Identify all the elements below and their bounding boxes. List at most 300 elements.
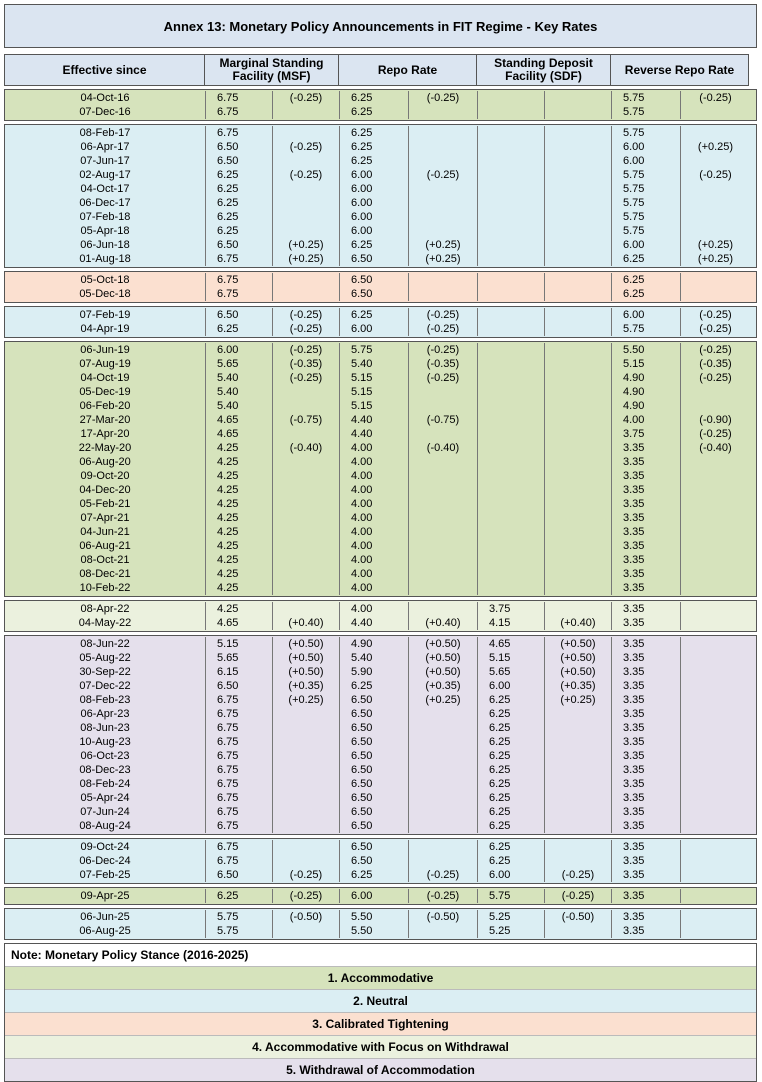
sdf-rate-cell: 3.75 <box>489 603 511 615</box>
msf-rate-cell: 4.25 <box>217 540 239 552</box>
msf-change-cell <box>273 819 339 833</box>
msf-rate-cell: 4.65 <box>217 617 239 629</box>
msf-rate-cell: 4.25 <box>217 554 239 566</box>
reverse-repo-rate-cell: 3.35 <box>623 470 645 482</box>
effective-date-cell: 08-Feb-17 <box>79 127 131 139</box>
sdf-rate-cell <box>489 483 544 497</box>
sdf-rate-cell: 5.65 <box>489 666 511 678</box>
reverse-repo-rate-cell: 4.90 <box>623 372 645 384</box>
repo-rate-cell: 4.90 <box>351 638 373 650</box>
effective-date-column <box>5 126 206 266</box>
reverse-repo-rate-cell: 3.35 <box>623 708 645 720</box>
repo-change-column <box>409 91 478 119</box>
msf-change-cell <box>273 469 339 483</box>
sdf-change-cell <box>545 287 611 301</box>
reverse-repo-change-cell <box>681 273 750 287</box>
repo-change-cell: (-0.25) <box>426 372 460 384</box>
reverse-repo-rate-cell: 6.25 <box>623 253 645 265</box>
reverse-repo-rate-cell: 3.35 <box>623 680 645 692</box>
reverse-repo-change-cell <box>681 399 750 413</box>
reverse-repo-rate-cell: 3.35 <box>623 498 645 510</box>
effective-date-cell: 17-Apr-20 <box>80 428 130 440</box>
repo-change-cell <box>409 210 477 224</box>
repo-rate-cell: 5.90 <box>351 666 373 678</box>
rates-table <box>4 4 757 1082</box>
sdf-rate-cell: 6.00 <box>489 680 511 692</box>
reverse-repo-change-cell <box>681 210 750 224</box>
reverse-repo-change-cell <box>681 637 750 651</box>
reverse-repo-change-column <box>681 308 750 336</box>
reverse-repo-change-cell <box>681 777 750 791</box>
repo-change-column <box>409 602 478 630</box>
repo-change-cell: (-0.25) <box>426 869 460 881</box>
sdf-change-cell <box>545 441 611 455</box>
reverse-repo-rate-cell: 5.50 <box>623 344 645 356</box>
repo-rate-cell: 4.00 <box>351 498 373 510</box>
reverse-repo-change-cell: (-0.90) <box>699 414 732 426</box>
repo-rate-column <box>340 840 409 882</box>
repo-change-cell <box>409 840 477 854</box>
sdf-change-cell <box>545 427 611 441</box>
msf-change-cell <box>273 525 339 539</box>
repo-rate-cell: 5.15 <box>351 386 373 398</box>
effective-date-column <box>5 840 206 882</box>
effective-date-cell: 09-Apr-25 <box>80 890 130 902</box>
msf-rate-column <box>206 343 273 595</box>
msf-change-column <box>273 889 340 903</box>
stance-group <box>4 341 757 597</box>
sdf-change-cell: (-0.25) <box>561 869 595 881</box>
repo-rate-cell: 6.50 <box>351 288 373 300</box>
reverse-repo-change-cell <box>681 525 750 539</box>
sdf-change-cell <box>545 308 611 322</box>
sdf-rate-cell: 4.15 <box>489 617 511 629</box>
repo-rate-cell: 6.25 <box>351 869 373 881</box>
msf-change-cell: (-0.25) <box>289 141 323 153</box>
effective-date-cell: 22-May-20 <box>78 442 132 454</box>
repo-rate-cell: 6.50 <box>351 708 373 720</box>
sdf-change-cell <box>545 840 611 854</box>
effective-date-cell: 08-Dec-21 <box>79 568 131 580</box>
sdf-rate-cell <box>489 399 544 413</box>
msf-rate-column <box>206 602 273 630</box>
reverse-repo-rate-column <box>612 637 681 833</box>
repo-change-cell <box>409 819 477 833</box>
msf-rate-cell: 6.50 <box>217 309 239 321</box>
sdf-rate-column <box>478 343 545 595</box>
sdf-change-cell <box>545 210 611 224</box>
effective-date-cell: 07-Feb-18 <box>79 211 131 223</box>
msf-rate-cell: 4.25 <box>217 470 239 482</box>
repo-rate-cell: 6.00 <box>351 197 373 209</box>
reverse-repo-change-cell: (-0.25) <box>699 309 732 321</box>
sdf-rate-cell <box>489 357 544 371</box>
msf-rate-cell: 5.65 <box>217 652 239 664</box>
msf-change-cell <box>273 805 339 819</box>
sdf-rate-cell <box>489 273 544 287</box>
reverse-repo-change-cell <box>681 224 750 238</box>
msf-rate-cell: 4.25 <box>217 498 239 510</box>
effective-date-cell: 05-Apr-18 <box>80 225 130 237</box>
effective-date-cell: 08-Oct-21 <box>80 554 130 566</box>
repo-change-cell: (-0.25) <box>426 344 460 356</box>
reverse-repo-change-cell <box>681 665 750 679</box>
msf-change-cell: (-0.25) <box>289 372 323 384</box>
sdf-rate-column <box>478 637 545 833</box>
msf-rate-cell: 6.25 <box>217 169 239 181</box>
msf-change-cell <box>273 707 339 721</box>
effective-date-cell: 07-Dec-22 <box>79 680 131 692</box>
sdf-rate-cell <box>489 182 544 196</box>
reverse-repo-rate-cell: 6.25 <box>623 288 645 300</box>
repo-rate-cell: 6.25 <box>351 680 373 692</box>
reverse-repo-change-cell <box>681 910 750 924</box>
msf-change-cell <box>273 721 339 735</box>
repo-rate-cell: 6.50 <box>351 274 373 286</box>
msf-change-column <box>273 273 340 301</box>
msf-change-cell: (+0.50) <box>288 652 324 664</box>
sdf-change-cell <box>545 777 611 791</box>
sdf-rate-cell: 6.25 <box>489 820 511 832</box>
msf-rate-cell: 6.25 <box>217 225 239 237</box>
sdf-rate-cell: 5.75 <box>489 890 511 902</box>
sdf-rate-cell <box>489 343 544 357</box>
repo-change-column <box>409 840 478 882</box>
repo-rate-cell: 5.75 <box>351 344 373 356</box>
msf-rate-cell: 6.50 <box>217 680 239 692</box>
reverse-repo-rate-cell: 3.35 <box>623 617 645 629</box>
msf-change-cell <box>273 287 339 301</box>
msf-change-cell: (+0.50) <box>288 638 324 650</box>
msf-change-cell <box>273 224 339 238</box>
msf-change-cell <box>273 924 339 938</box>
effective-date-cell: 06-Jun-25 <box>80 911 130 923</box>
repo-rate-cell: 5.15 <box>351 400 373 412</box>
reverse-repo-rate-cell: 3.35 <box>623 890 645 902</box>
sdf-change-cell <box>545 91 611 105</box>
msf-rate-cell: 6.25 <box>217 890 239 902</box>
repo-rate-cell: 6.50 <box>351 778 373 790</box>
msf-change-cell <box>273 399 339 413</box>
msf-rate-cell: 6.25 <box>217 323 239 335</box>
reverse-repo-rate-cell: 3.35 <box>623 554 645 566</box>
msf-change-cell: (-0.25) <box>289 92 323 104</box>
msf-change-cell: (+0.35) <box>288 680 324 692</box>
table-body <box>4 89 757 940</box>
reverse-repo-rate-cell: 3.35 <box>623 582 645 594</box>
repo-change-cell <box>409 805 477 819</box>
repo-change-cell: (-0.75) <box>426 414 460 426</box>
sdf-rate-cell: 6.25 <box>489 694 511 706</box>
effective-date-cell: 30-Sep-22 <box>79 666 131 678</box>
repo-rate-cell: 6.50 <box>351 750 373 762</box>
reverse-repo-change-cell: (-0.35) <box>699 358 732 370</box>
sdf-rate-cell: 5.25 <box>489 911 511 923</box>
msf-change-column <box>273 91 340 119</box>
msf-rate-cell: 5.40 <box>217 372 239 384</box>
repo-change-cell: (+0.50) <box>425 652 461 664</box>
sdf-change-cell <box>545 567 611 581</box>
repo-rate-cell: 6.25 <box>351 155 373 167</box>
reverse-repo-change-column <box>681 637 750 833</box>
sdf-rate-cell <box>489 567 544 581</box>
reverse-repo-change-cell: (-0.25) <box>699 323 732 335</box>
sdf-rate-cell: 6.25 <box>489 764 511 776</box>
sdf-change-cell <box>545 525 611 539</box>
sdf-change-cell <box>545 924 611 938</box>
msf-rate-cell: 4.25 <box>217 526 239 538</box>
sdf-change-cell <box>545 238 611 252</box>
repo-change-cell <box>409 721 477 735</box>
reverse-repo-change-cell <box>681 602 750 616</box>
sdf-rate-cell: 6.25 <box>489 806 511 818</box>
header-sdf: Standing Deposit Facility (SDF) <box>477 54 611 86</box>
msf-change-cell <box>273 539 339 553</box>
sdf-change-cell <box>545 455 611 469</box>
effective-date-column <box>5 889 206 903</box>
effective-date-cell: 06-Aug-25 <box>79 925 131 937</box>
effective-date-cell: 05-Feb-21 <box>79 498 131 510</box>
reverse-repo-rate-cell: 6.00 <box>623 309 645 321</box>
reverse-repo-change-column <box>681 910 750 938</box>
reverse-repo-change-cell: (-0.25) <box>699 344 732 356</box>
msf-change-cell: (-0.75) <box>289 414 323 426</box>
repo-rate-cell: 6.50 <box>351 806 373 818</box>
effective-date-cell: 05-Apr-24 <box>80 792 130 804</box>
reverse-repo-change-cell <box>681 182 750 196</box>
repo-change-cell <box>409 707 477 721</box>
repo-change-cell <box>409 735 477 749</box>
reverse-repo-change-column <box>681 91 750 119</box>
reverse-repo-rate-cell: 3.35 <box>623 568 645 580</box>
sdf-change-cell <box>545 581 611 595</box>
repo-rate-cell: 6.25 <box>351 309 373 321</box>
msf-rate-cell: 6.75 <box>217 855 239 867</box>
msf-change-column <box>273 126 340 266</box>
reverse-repo-rate-column <box>612 273 681 301</box>
msf-change-cell <box>273 105 339 119</box>
reverse-repo-change-cell <box>681 455 750 469</box>
reverse-repo-rate-cell: 3.35 <box>623 526 645 538</box>
msf-rate-cell: 6.50 <box>217 141 239 153</box>
msf-rate-cell: 4.25 <box>217 568 239 580</box>
msf-rate-column <box>206 637 273 833</box>
effective-date-cell: 07-Aug-19 <box>79 358 131 370</box>
reverse-repo-change-cell <box>681 840 750 854</box>
sdf-change-cell <box>545 469 611 483</box>
stance-group <box>4 887 757 905</box>
reverse-repo-change-cell <box>681 651 750 665</box>
reverse-repo-rate-cell: 6.00 <box>623 239 645 251</box>
sdf-rate-cell <box>489 287 544 301</box>
msf-rate-cell: 5.15 <box>217 638 239 650</box>
legend-item: 3. Calibrated Tightening <box>5 1012 756 1035</box>
sdf-change-cell <box>545 805 611 819</box>
sdf-change-column <box>545 91 612 119</box>
reverse-repo-rate-cell: 3.35 <box>623 694 645 706</box>
sdf-rate-cell: 6.25 <box>489 736 511 748</box>
repo-rate-cell: 6.50 <box>351 792 373 804</box>
repo-change-cell: (-0.50) <box>426 911 460 923</box>
reverse-repo-rate-cell: 5.75 <box>623 183 645 195</box>
repo-change-cell <box>409 791 477 805</box>
repo-change-cell <box>409 126 477 140</box>
msf-rate-column <box>206 840 273 882</box>
sdf-rate-cell <box>489 413 544 427</box>
reverse-repo-rate-cell: 3.35 <box>623 855 645 867</box>
reverse-repo-change-cell <box>681 693 750 707</box>
effective-date-cell: 06-Jun-19 <box>80 344 130 356</box>
reverse-repo-change-column <box>681 889 750 903</box>
reverse-repo-change-cell <box>681 749 750 763</box>
effective-date-cell: 02-Aug-17 <box>79 169 131 181</box>
msf-rate-cell: 6.75 <box>217 792 239 804</box>
reverse-repo-change-cell <box>681 735 750 749</box>
sdf-rate-column <box>478 602 545 630</box>
repo-change-column <box>409 343 478 595</box>
sdf-rate-cell <box>489 168 544 182</box>
reverse-repo-rate-cell: 3.35 <box>623 925 645 937</box>
sdf-rate-cell <box>489 105 544 119</box>
reverse-repo-change-cell <box>681 763 750 777</box>
reverse-repo-rate-cell: 3.35 <box>623 911 645 923</box>
effective-date-cell: 07-Feb-25 <box>79 869 131 881</box>
repo-change-cell: (-0.35) <box>426 358 460 370</box>
reverse-repo-rate-cell: 3.35 <box>623 442 645 454</box>
msf-rate-cell: 6.25 <box>217 211 239 223</box>
repo-rate-cell: 5.40 <box>351 652 373 664</box>
sdf-change-cell <box>545 322 611 336</box>
repo-rate-cell: 6.00 <box>351 211 373 223</box>
sdf-rate-column <box>478 273 545 301</box>
msf-rate-cell: 6.25 <box>217 183 239 195</box>
reverse-repo-change-cell <box>681 581 750 595</box>
header-reverse-repo: Reverse Repo Rate <box>611 54 749 86</box>
msf-rate-cell: 6.15 <box>217 666 239 678</box>
repo-change-column <box>409 637 478 833</box>
reverse-repo-change-column <box>681 343 750 595</box>
sdf-rate-cell <box>489 497 544 511</box>
repo-change-column <box>409 308 478 336</box>
reverse-repo-change-cell <box>681 196 750 210</box>
sdf-rate-cell: 6.25 <box>489 708 511 720</box>
sdf-rate-column <box>478 840 545 882</box>
repo-rate-cell: 4.00 <box>351 554 373 566</box>
sdf-rate-cell <box>489 140 544 154</box>
msf-change-column <box>273 840 340 882</box>
reverse-repo-rate-cell: 4.90 <box>623 386 645 398</box>
sdf-rate-cell <box>489 154 544 168</box>
effective-date-cell: 06-Aug-20 <box>79 456 131 468</box>
sdf-rate-cell <box>489 308 544 322</box>
reverse-repo-change-cell: (-0.40) <box>699 442 732 454</box>
reverse-repo-rate-cell: 4.90 <box>623 400 645 412</box>
reverse-repo-rate-cell: 3.35 <box>623 841 645 853</box>
stance-note <box>4 943 757 1082</box>
reverse-repo-change-cell <box>681 539 750 553</box>
msf-change-column <box>273 637 340 833</box>
msf-change-cell <box>273 553 339 567</box>
msf-change-cell: (-0.25) <box>289 323 323 335</box>
msf-rate-column <box>206 889 273 903</box>
reverse-repo-change-cell: (-0.25) <box>699 372 732 384</box>
reverse-repo-rate-cell: 3.35 <box>623 512 645 524</box>
reverse-repo-change-cell <box>681 567 750 581</box>
repo-change-cell <box>409 154 477 168</box>
repo-rate-cell: 6.50 <box>351 736 373 748</box>
reverse-repo-rate-cell: 5.75 <box>623 197 645 209</box>
msf-rate-cell: 6.50 <box>217 869 239 881</box>
sdf-rate-cell <box>489 238 544 252</box>
sdf-change-cell <box>545 371 611 385</box>
repo-change-cell: (-0.40) <box>426 442 460 454</box>
repo-change-column <box>409 273 478 301</box>
reverse-repo-rate-column <box>612 343 681 595</box>
repo-rate-cell: 6.50 <box>351 820 373 832</box>
repo-change-cell <box>409 483 477 497</box>
sdf-rate-cell <box>489 224 544 238</box>
reverse-repo-rate-column <box>612 910 681 938</box>
msf-change-cell <box>273 427 339 441</box>
reverse-repo-change-cell <box>681 483 750 497</box>
msf-rate-cell: 6.25 <box>217 197 239 209</box>
reverse-repo-rate-column <box>612 308 681 336</box>
legend-item: 5. Withdrawal of Accommodation <box>5 1058 756 1081</box>
reverse-repo-rate-cell: 3.35 <box>623 869 645 881</box>
sdf-rate-cell <box>489 455 544 469</box>
msf-change-cell <box>273 749 339 763</box>
repo-rate-cell: 4.40 <box>351 617 373 629</box>
repo-change-cell: (+0.50) <box>425 666 461 678</box>
repo-change-cell: (+0.40) <box>425 617 461 629</box>
reverse-repo-rate-cell: 6.25 <box>623 274 645 286</box>
legend-item: 2. Neutral <box>5 989 756 1012</box>
msf-change-cell: (+0.40) <box>288 617 324 629</box>
effective-date-cell: 06-Apr-17 <box>80 141 130 153</box>
repo-rate-cell: 6.00 <box>351 323 373 335</box>
reverse-repo-rate-column <box>612 840 681 882</box>
sdf-change-column <box>545 126 612 266</box>
msf-change-cell: (+0.25) <box>288 239 324 251</box>
reverse-repo-rate-column <box>612 126 681 266</box>
effective-date-cell: 08-Aug-24 <box>79 820 131 832</box>
sdf-change-column <box>545 602 612 630</box>
reverse-repo-rate-cell: 3.75 <box>623 428 645 440</box>
reverse-repo-rate-cell: 3.35 <box>623 540 645 552</box>
effective-date-cell: 10-Feb-22 <box>79 582 131 594</box>
reverse-repo-rate-cell: 6.00 <box>623 155 645 167</box>
reverse-repo-change-cell <box>681 469 750 483</box>
msf-rate-column <box>206 308 273 336</box>
sdf-change-cell <box>545 749 611 763</box>
sdf-change-column <box>545 308 612 336</box>
repo-rate-cell: 4.40 <box>351 428 373 440</box>
sdf-change-cell <box>545 343 611 357</box>
repo-rate-cell: 4.00 <box>351 540 373 552</box>
effective-date-cell: 08-Apr-22 <box>80 603 130 615</box>
msf-change-cell <box>273 483 339 497</box>
effective-date-cell: 04-Dec-20 <box>79 484 131 496</box>
reverse-repo-change-cell <box>681 805 750 819</box>
repo-rate-cell: 6.50 <box>351 722 373 734</box>
effective-date-cell: 06-Jun-18 <box>80 239 130 251</box>
reverse-repo-change-cell <box>681 511 750 525</box>
msf-rate-cell: 6.75 <box>217 106 239 118</box>
msf-change-cell: (+0.25) <box>288 694 324 706</box>
sdf-change-column <box>545 637 612 833</box>
repo-change-cell: (-0.25) <box>426 92 460 104</box>
repo-rate-cell: 4.00 <box>351 484 373 496</box>
